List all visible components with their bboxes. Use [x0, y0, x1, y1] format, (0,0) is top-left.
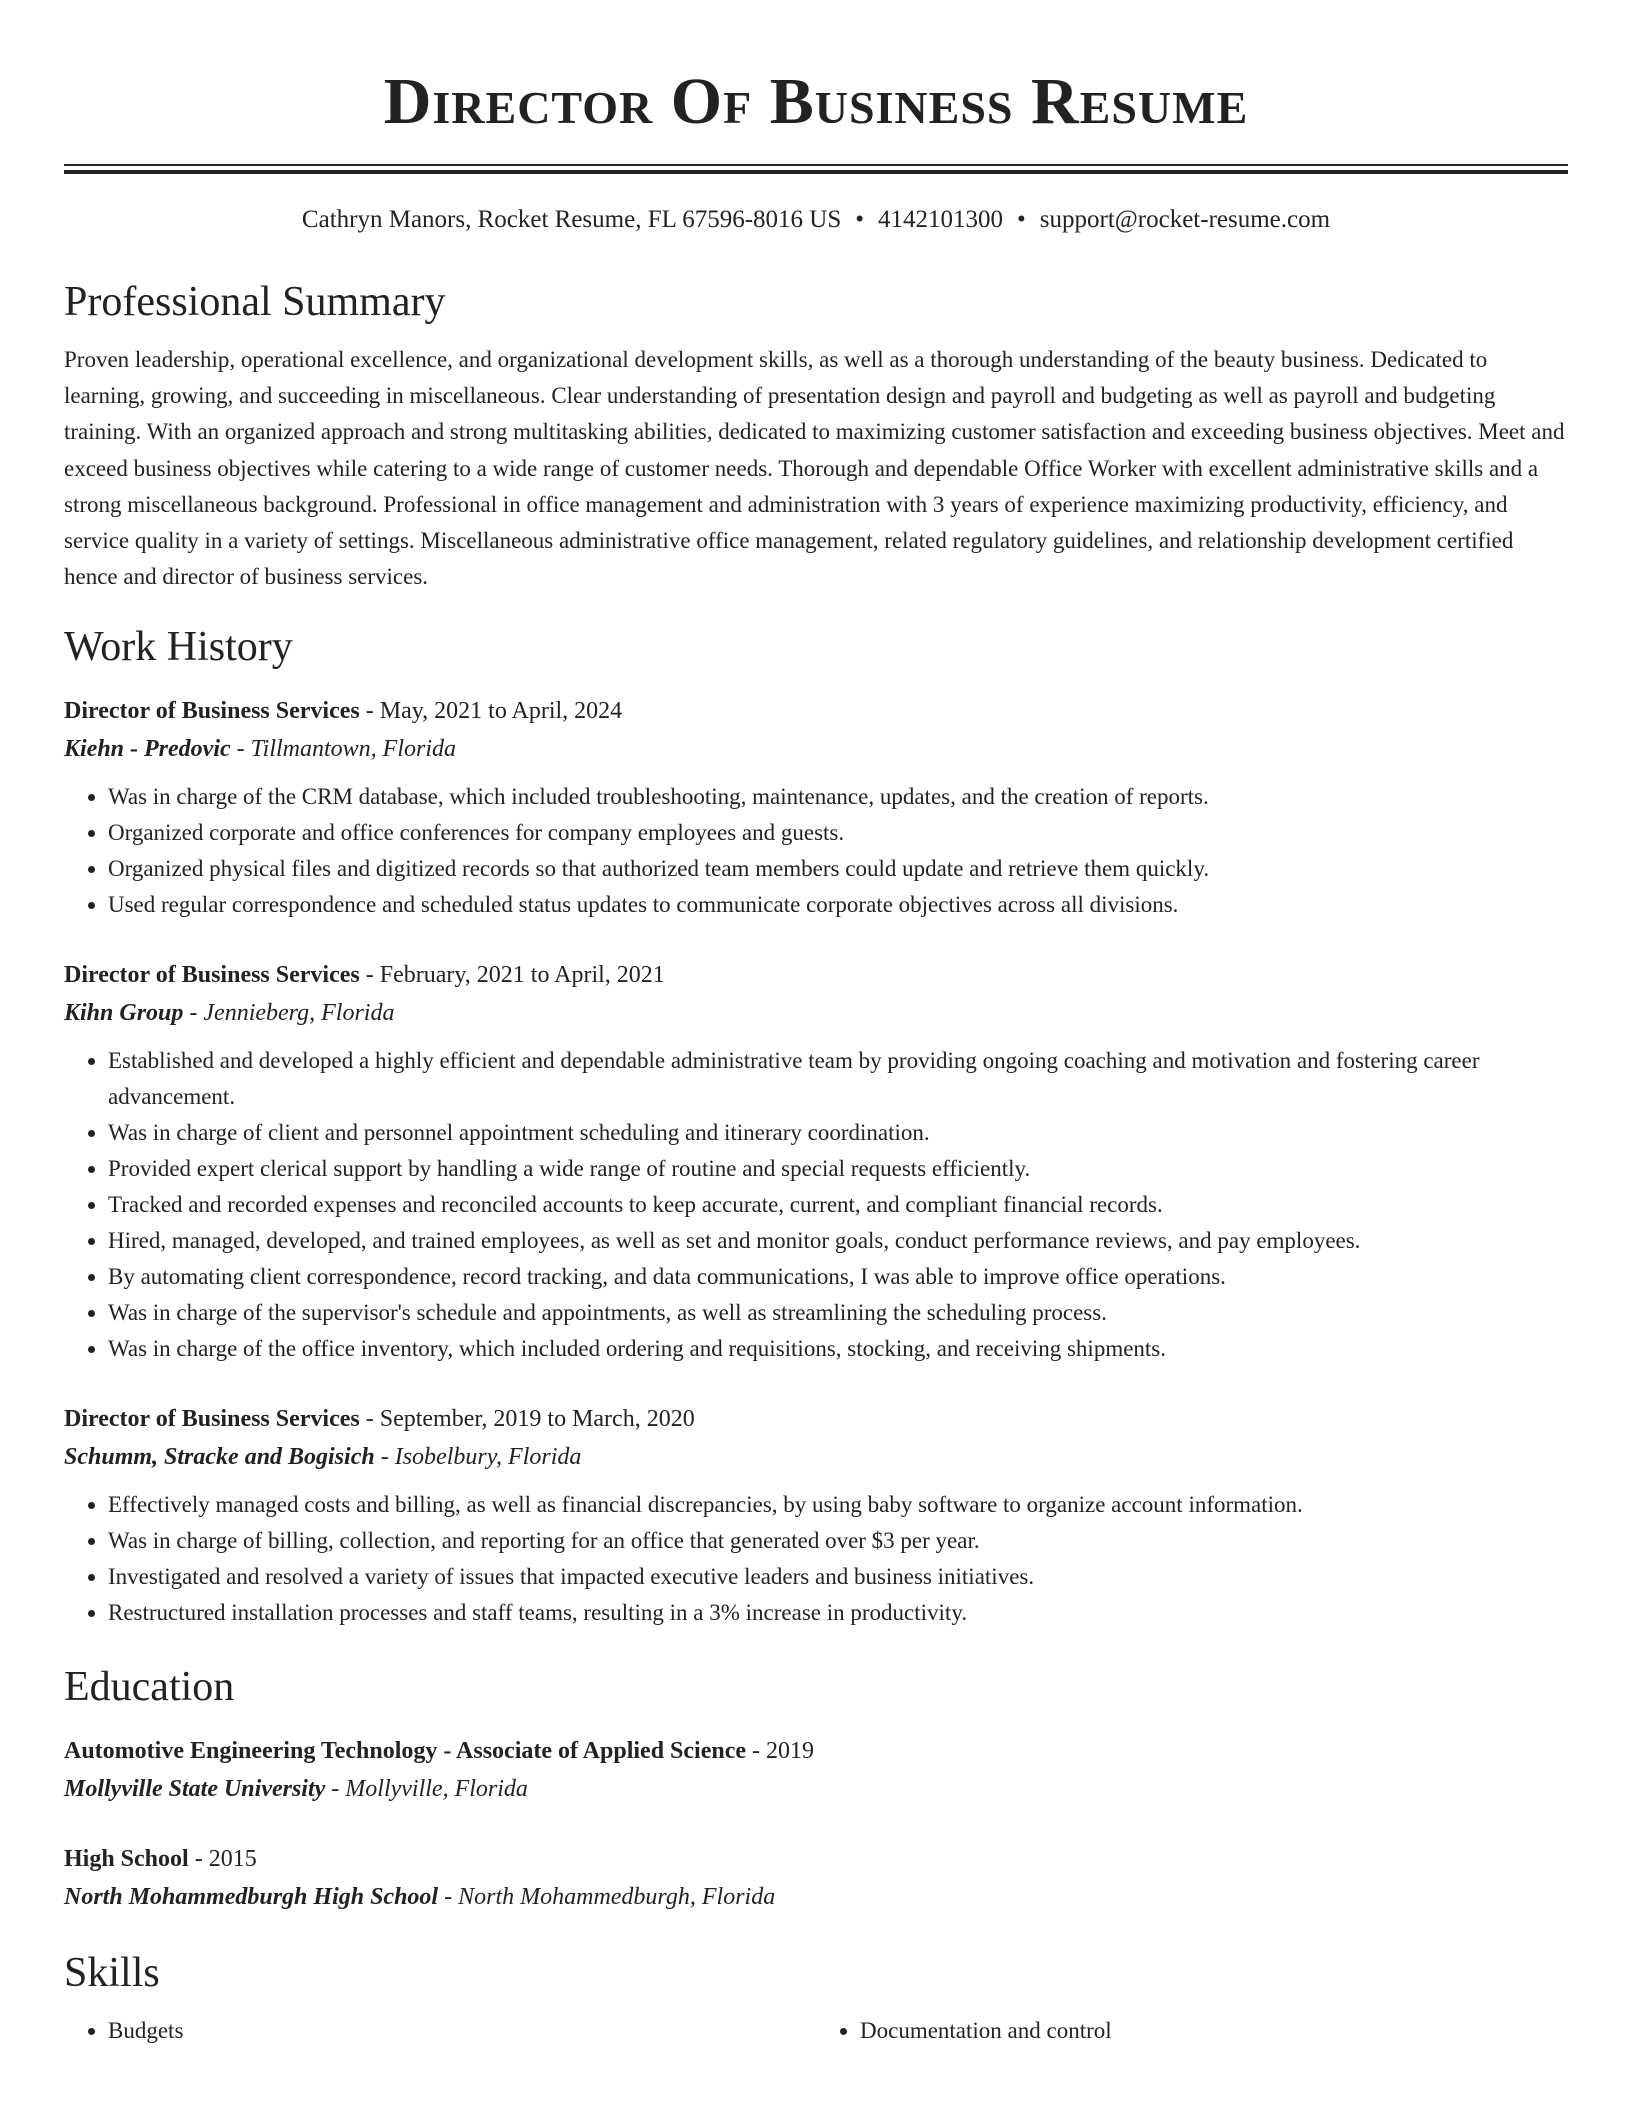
degree-name: High School	[64, 1846, 189, 1873]
graduation-year: - 2019	[752, 1738, 815, 1765]
job-dates: - February, 2021 to April, 2021	[365, 962, 665, 989]
skill-item: • Budgets	[108, 2013, 816, 2049]
contact-email: support@rocket-resume.com	[1039, 206, 1331, 233]
job-bullets	[64, 1043, 1568, 1367]
skills-list	[64, 2013, 1568, 2049]
job-dates: - September, 2019 to March, 2020	[365, 1406, 695, 1433]
school-location: - Mollyville, Florida	[331, 1776, 528, 1803]
job-bullet: • Provided expert clerical support by handling a wide range of routine and special requests efficiently.	[108, 1151, 1568, 1187]
job-title-line	[64, 957, 1568, 993]
employer-location: - Tillmantown, Florida	[236, 736, 457, 763]
job-bullet: • Organized physical files and digitized records so that authorized team members could update and retrieve them quickly.	[108, 851, 1568, 887]
contact-address: Cathryn Manors, Rocket Resume, FL 67596-8016 US	[301, 206, 842, 233]
job-bullet: • Was in charge of client and personnel appointment scheduling and itinerary coordination.	[108, 1115, 1568, 1151]
job-bullet: • Was in charge of the office inventory, which included ordering and requisitions, stocking, and receiving shipments.	[108, 1331, 1568, 1367]
job-bullet: • Used regular correspondence and scheduled status updates to communicate corporate objectives across all divisions.	[108, 887, 1568, 923]
job-bullet: • Was in charge of the supervisor's schedule and appointments, as well as streamlining the scheduling process.	[108, 1295, 1568, 1331]
job-entry	[64, 957, 1568, 1367]
skills-heading: Skills	[64, 1950, 160, 1997]
school-name: Mollyville State University	[64, 1776, 326, 1803]
job-bullet: • Hired, managed, developed, and trained employees, as well as set and monitor goals, conduct performance reviews, and pay employees.	[108, 1223, 1568, 1259]
job-bullets	[64, 1487, 1568, 1631]
job-title: Director of Business Services	[64, 962, 360, 989]
job-bullet: • Tracked and recorded expenses and reconciled accounts to keep accurate, current, and compliant financial records.	[108, 1187, 1568, 1223]
job-bullet: • Was in charge of billing, collection, and reporting for an office that generated over $3 per year.	[108, 1523, 1568, 1559]
summary-heading: Professional Summary	[64, 279, 446, 325]
job-bullet: • Was in charge of the CRM database, which included troubleshooting, maintenance, updates, and the creation of reports.	[108, 779, 1568, 815]
summary-text: Proven leadership, operational excellence, and organizational development skills, as well as a thorough understanding of the beauty business. Dedicated to learning, growing, and succeeding in miscellaneous. Clear understanding of presentation design and payroll and budgeting as well as payroll and budgeting training. With an organized approach and strong multitasking abilities, dedicated to maximizing customer satisfaction and exceeding business objectives. Meet and exceed business objectives while catering to a wide range of customer needs. Thorough and dependable Office Worker with excellent administrative skills and a strong miscellaneous background. Professional in office management and administration with 3 years of experience maximizing productivity, efficiency, and service quality in a variety of settings. Miscellaneous administrative office management, related regulatory guidelines, and relationship development certified hence and director of business services.	[64, 347, 1565, 590]
work-history-heading: Work History	[64, 624, 293, 671]
resume-title: Director Of Business Resume	[383, 65, 1249, 138]
job-bullet: • Investigated and resolved a variety of issues that impacted executive leaders and business initiatives.	[108, 1559, 1568, 1595]
contact-phone: 4142101300	[878, 206, 1003, 233]
title-divider	[64, 164, 1568, 174]
job-entry	[64, 693, 1568, 923]
employer-line	[64, 1437, 1568, 1477]
education-entry	[64, 1841, 1568, 1917]
employer-name: Kihn Group	[64, 1000, 184, 1027]
employer-location: - Isobelbury, Florida	[380, 1444, 582, 1471]
education-entry	[64, 1733, 1568, 1809]
job-bullets	[64, 779, 1568, 923]
employer-line	[64, 993, 1568, 1033]
school-name: North Mohammedburgh High School	[64, 1884, 439, 1911]
employer-name: Schumm, Stracke and Bogisich	[64, 1444, 375, 1471]
graduation-year: - 2015	[194, 1846, 257, 1873]
job-bullet: • By automating client correspondence, record tracking, and data communications, I was able to improve office operations.	[108, 1259, 1568, 1295]
job-bullet: • Established and developed a highly efficient and dependable administrative team by providing ongoing coaching and motivation and fostering career advancement.	[108, 1043, 1568, 1115]
education-heading: Education	[64, 1664, 235, 1711]
job-bullet: • Effectively managed costs and billing, as well as financial discrepancies, by using baby software to organize account information.	[108, 1487, 1568, 1523]
school-line	[64, 1769, 1568, 1809]
contact-separator: •	[855, 206, 864, 233]
skills-column-right	[816, 2013, 1568, 2049]
job-entry	[64, 1401, 1568, 1631]
job-title: Director of Business Services	[64, 698, 360, 725]
employer-name: Kiehn - Predovic	[64, 736, 231, 763]
job-title-line	[64, 693, 1568, 729]
school-location: - North Mohammedburgh, Florida	[444, 1884, 776, 1911]
employer-line	[64, 729, 1568, 769]
job-bullet: • Organized corporate and office conferences for company employees and guests.	[108, 815, 1568, 851]
skill-item: • Documentation and control	[860, 2013, 1568, 2049]
job-title-line	[64, 1401, 1568, 1437]
contact-line	[64, 204, 1568, 236]
employer-location: - Jennieberg, Florida	[189, 1000, 395, 1027]
degree-line	[64, 1733, 1568, 1769]
job-dates: - May, 2021 to April, 2024	[365, 698, 623, 725]
degree-line	[64, 1841, 1568, 1877]
contact-separator: •	[1017, 206, 1026, 233]
job-bullet: • Restructured installation processes and staff teams, resulting in a 3% increase in productivity.	[108, 1595, 1568, 1631]
degree-name: Automotive Engineering Technology - Associate of Applied Science	[64, 1738, 747, 1765]
school-line	[64, 1877, 1568, 1917]
job-title: Director of Business Services	[64, 1406, 360, 1433]
skills-column-left	[64, 2013, 816, 2049]
